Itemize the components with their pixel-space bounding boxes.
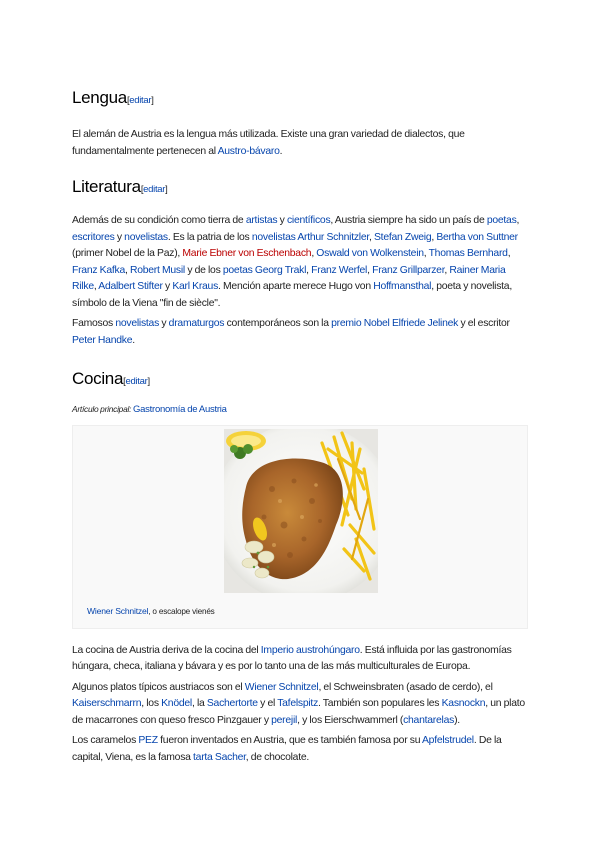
text: y de los: [184, 264, 223, 276]
text: Los caramelos: [72, 735, 139, 746]
text: ,: [367, 264, 373, 276]
text: ,: [306, 264, 312, 276]
text: , los: [141, 698, 162, 709]
link-thomas-bernhard[interactable]: Thomas Bernhard: [428, 248, 508, 259]
link-apfelstrudel[interactable]: Apfelstrudel: [421, 735, 474, 746]
link-novelistas-2[interactable]: novelistas: [251, 231, 296, 243]
text: ,: [444, 264, 450, 276]
link-pez[interactable]: PEZ: [138, 735, 158, 746]
text: . Está influida por las gastronomías húngara, checa, italiana y bávara y es por lo tanto una de las más multiculturales de Europa.: [72, 644, 512, 672]
heading-literatura: [72, 171, 530, 199]
literatura-paragraph-1: [72, 213, 530, 312]
text: ,: [423, 248, 429, 259]
cocina-paragraph-2: [72, 680, 530, 730]
edit-link-cocina[interactable]: editar: [125, 376, 148, 387]
edit-link-lengua[interactable]: editar: [129, 95, 152, 106]
text: y el: [257, 698, 278, 709]
section-title: Literatura: [72, 177, 141, 196]
text: Algunos platos típicos austriacos son el: [72, 681, 245, 693]
link-perejil[interactable]: perejil: [271, 714, 298, 726]
link-premio-nobel[interactable]: premio Nobel: [331, 318, 390, 329]
text: y: [162, 281, 173, 292]
link-escritores[interactable]: escritores: [72, 231, 115, 243]
lengua-paragraph: [72, 127, 530, 160]
link-novelistas-3[interactable]: novelistas: [115, 318, 160, 329]
text: Además de su condición como tierra de: [72, 215, 246, 226]
link-elfriede-jelinek[interactable]: Elfriede Jelinek: [391, 318, 459, 329]
link-stefan-zweig[interactable]: Stefan Zweig: [374, 231, 432, 243]
literatura-paragraph-2: [72, 316, 530, 349]
link-gastronomia-de-austria[interactable]: Gastronomía de Austria: [132, 404, 227, 415]
link-hoffmansthal[interactable]: Hoffmansthal: [373, 281, 432, 292]
link-franz-werfel[interactable]: Franz Werfel: [311, 264, 368, 276]
section-title: Cocina: [72, 369, 124, 388]
text: fueron inventados en Austria, que es también famosa por su: [157, 735, 422, 746]
schnitzel-photo: [224, 429, 378, 593]
link-franz-kafka[interactable]: Franz Kafka: [72, 264, 125, 276]
link-rainer-maria-rilke[interactable]: Rainer Maria Rilke: [72, 264, 506, 292]
text: , un plato de macarrones con queso fresco Pinzgauer y: [72, 698, 525, 726]
text: ,: [311, 248, 317, 259]
text: , poeta y novelista, símbolo de la Viena "fin de siècle".: [72, 281, 512, 309]
link-dramaturgos[interactable]: dramaturgos: [168, 318, 225, 329]
edit-section: [editar]: [126, 95, 154, 106]
text: ,: [507, 248, 511, 259]
link-wiener-schnitzel[interactable]: Wiener Schnitzel: [244, 681, 319, 693]
link-peter-handke[interactable]: Peter Handke: [72, 334, 133, 346]
image-caption: [87, 606, 215, 616]
link-poetas[interactable]: poetas: [486, 215, 517, 226]
link-georg-trakl[interactable]: Georg Trakl: [254, 264, 307, 276]
text: , el Schweinsbraten (asado de cerdo), el: [318, 681, 493, 693]
link-imperio-austrohungaro[interactable]: Imperio austrohúngaro: [260, 644, 360, 656]
link-tafelspitz[interactable]: Tafelspitz: [277, 698, 319, 709]
link-arthur-schnitzler[interactable]: Arthur Schnitzler: [297, 231, 370, 243]
link-bertha-von-suttner[interactable]: Bertha von Suttner: [436, 231, 518, 243]
text: y: [159, 318, 169, 329]
link-austro-bavaro[interactable]: Austro-bávaro: [217, 145, 280, 157]
text: Famosos: [72, 318, 116, 329]
text: .: [132, 334, 135, 346]
main-article-label: Artículo principal:: [72, 404, 132, 414]
text: .: [279, 145, 283, 157]
caption-text: , o escalope vienés: [148, 606, 215, 616]
text: y: [114, 231, 125, 243]
link-chantarelas[interactable]: chantarelas: [403, 714, 455, 726]
link-adalbert-stifter[interactable]: Adalbert Stifter: [98, 281, 163, 292]
link-novelistas[interactable]: novelistas: [124, 231, 168, 243]
text: , Austria siempre ha sido un país de: [330, 215, 487, 226]
cocina-paragraph-3: [72, 733, 530, 766]
link-karl-kraus[interactable]: Karl Kraus: [172, 281, 219, 292]
text: ,: [369, 231, 374, 243]
text: ,: [124, 264, 130, 276]
text: y: [277, 215, 287, 226]
text: El alemán de Austria es la lengua más utilizada. Existe una gran variedad de dialectos, que fundamentalmente pertenecen al: [72, 129, 465, 157]
edit-link-literatura[interactable]: editar: [143, 184, 166, 195]
text: contemporáneos son la: [224, 318, 332, 329]
article-content: [72, 78, 530, 766]
text: . También son populares les: [318, 698, 442, 709]
link-sachertorte[interactable]: Sachertorte: [206, 698, 258, 709]
image-thumbnail: [72, 425, 528, 629]
text: ).: [454, 714, 460, 726]
link-oswald-von-wolkenstein[interactable]: Oswald von Wolkenstein: [316, 248, 424, 259]
link-kasnockn[interactable]: Kasnockn: [441, 698, 486, 709]
link-kaiserschmarrn[interactable]: Kaiserschmarrn: [72, 698, 142, 709]
text: La cocina de Austria deriva de la cocina del: [72, 644, 261, 656]
link-poetas-2[interactable]: poetas: [222, 264, 253, 276]
edit-section: [editar]: [140, 184, 168, 195]
link-knodel[interactable]: Knödel: [161, 698, 192, 709]
section-title: Lengua: [72, 88, 127, 107]
link-robert-musil[interactable]: Robert Musil: [129, 264, 185, 276]
link-cientificos[interactable]: científicos: [286, 215, 331, 226]
text: ,: [93, 281, 99, 292]
cocina-paragraph-1: [72, 643, 530, 676]
heading-lengua: [72, 82, 530, 110]
text: y el escritor: [458, 318, 510, 329]
text: ,: [516, 215, 520, 226]
link-caption-wiener-schnitzel[interactable]: Wiener Schnitzel: [87, 605, 149, 616]
link-franz-grillparzer[interactable]: Franz Grillparzer: [372, 264, 445, 276]
text: , de chocolate.: [245, 751, 310, 763]
link-marie-ebner-von-eschenbach[interactable]: Marie Ebner von Eschenbach: [182, 248, 312, 259]
edit-section: [editar]: [123, 376, 150, 387]
link-artistas[interactable]: artistas: [245, 215, 278, 226]
heading-cocina: [72, 363, 530, 391]
main-article-note: [72, 401, 530, 419]
link-tarta-sacher[interactable]: tarta Sacher: [193, 751, 246, 763]
text: , y los Eierschwammerl (: [297, 714, 404, 726]
text: . Mención aparte merece Hugo von: [218, 281, 374, 292]
text: . De la capital, Viena, es la famosa: [72, 735, 502, 763]
text: . Es la patria de los: [167, 231, 252, 243]
text: (primer Nobel de la Paz),: [72, 248, 183, 259]
text: ,: [431, 231, 437, 243]
text: , la: [191, 698, 207, 709]
wiener-schnitzel-image[interactable]: [224, 429, 378, 593]
